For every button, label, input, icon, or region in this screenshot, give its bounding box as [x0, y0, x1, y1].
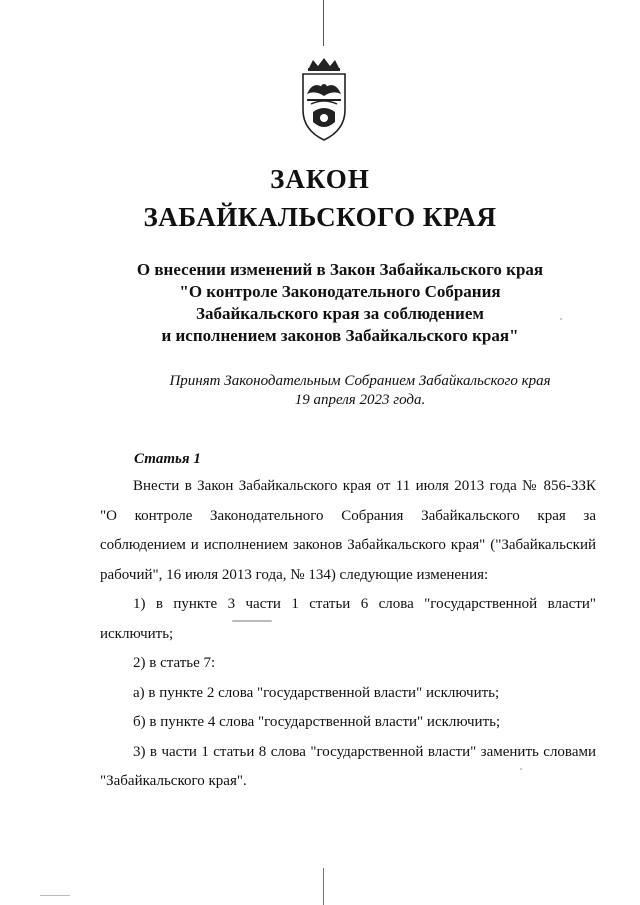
law-subject-line: О внесении изменений в Закон Забайкальского края [136, 260, 544, 279]
scan-speck [560, 318, 562, 320]
adoption-date: 19 апреля 2023 года. [294, 392, 426, 408]
adoption-line: Принят Законодательным Собранием Забайкальского края [169, 373, 551, 389]
paragraph-item-2b: б) в пункте 4 слова "государственной власти" исключить; [133, 714, 501, 730]
adoption-note [120, 372, 600, 410]
article-heading: Статья 1 [134, 451, 201, 467]
document-title: ЗАКОН [270, 164, 370, 194]
paragraph-item-1: 1) в пункте 3 части 1 статьи 6 слова "государственной власти" исключить; [100, 596, 596, 642]
law-subject [0, 259, 640, 347]
coat-of-arms-icon [299, 58, 349, 142]
paragraph-item-3: 3) в части 1 статьи 8 слова "государственной власти" заменить словами "Забайкальского края". [100, 743, 596, 789]
fold-line-top [323, 0, 324, 46]
document-region-title: ЗАБАЙКАЛЬСКОГО КРАЯ [143, 202, 497, 232]
scan-speck [40, 895, 70, 896]
law-subject-line: и исполнением законов Забайкальского края" [161, 326, 519, 345]
paragraph-item-2a: а) в пункте 2 слова "государственной власти" исключить; [133, 684, 500, 701]
scan-speck [232, 620, 272, 622]
scan-speck [520, 768, 522, 770]
paragraph-item-2: 2) в статье 7: [133, 655, 216, 671]
fold-line-bottom [323, 868, 324, 905]
article-body [100, 472, 596, 797]
law-subject-line: Забайкальского края за соблюдением [196, 304, 484, 323]
paragraph-intro: Внести в Закон Забайкальского края от 11 июля 2013 года № 856-ЗЗК "О контроле Законодательного Собрания Забайкальского края за соблюдением и исполнением законов Забайкальского края" ("Забайкальский рабочий", 16 июля 2013 года, № 134) следующие изменения: [100, 478, 596, 583]
law-subject-line: "О контроле Законодательного Собрания [179, 282, 501, 301]
